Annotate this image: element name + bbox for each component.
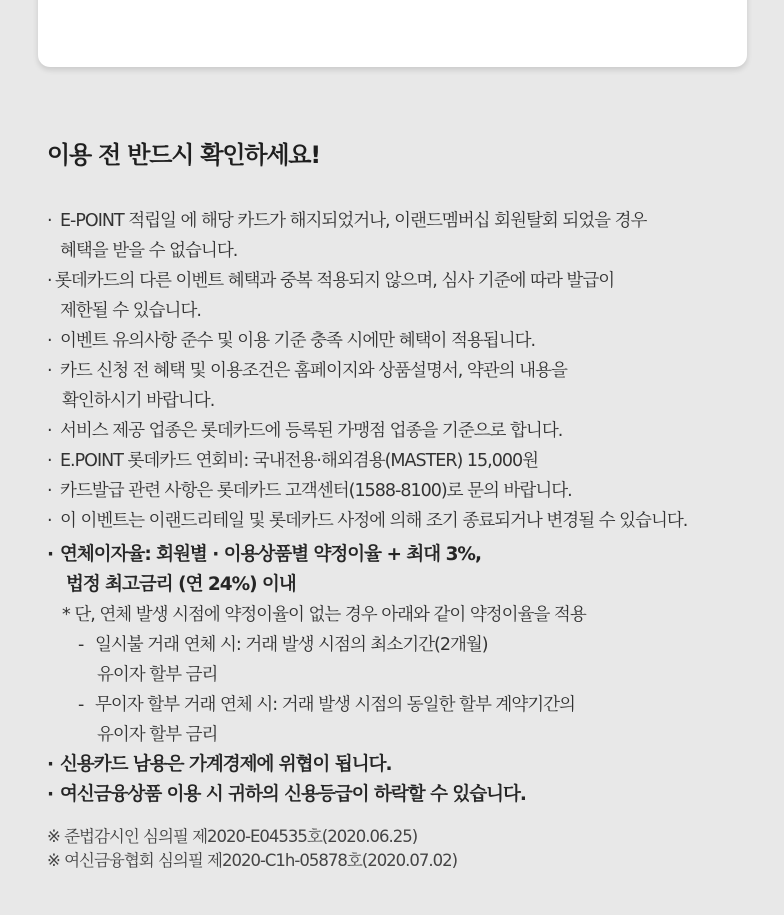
- bullet: ·: [47, 511, 52, 531]
- bullet: ·: [47, 544, 54, 565]
- bullet: ·: [47, 421, 52, 441]
- interest-case: [47, 690, 767, 750]
- bullet: ·: [47, 271, 52, 291]
- interest-case-text: 일시불 거래 연체 시: 거래 발생 시점의 최소기간(2개월): [95, 635, 488, 655]
- notice-item-text: 서비스 제공 업종은 롯데카드에 등록된 가맹점 업종을 기준으로 합니다.: [60, 421, 563, 441]
- warning-item: [47, 750, 767, 780]
- notice-item: [47, 356, 767, 416]
- notice-item-text: 이벤트 유의사항 준수 및 이용 기준 충족 시에만 혜택이 적용됩니다.: [60, 331, 536, 351]
- warning-item: [47, 780, 767, 810]
- interest-case-text: 무이자 할부 거래 연체 시: 거래 발생 시점의 동일한 할부 계약기간의: [95, 695, 575, 715]
- notice-title: 이용 전 반드시 확인하세요!: [47, 141, 321, 169]
- notice-item-text-cont: 확인하시기 바랍니다.: [62, 391, 215, 411]
- approval-ref: ※ 여신금융협회 심의필 제2020-C1h-05878호(2020.07.02): [47, 851, 458, 870]
- notice-item: [47, 506, 767, 536]
- notice-item-text-cont: 혜택을 받을 수 없습니다.: [60, 241, 238, 261]
- notice-item: [47, 446, 767, 476]
- notice-list: [47, 206, 767, 600]
- interest-note: * 단, 연체 발생 시점에 약정이율이 없는 경우 아래와 같이 약정이율을 적용: [62, 605, 586, 625]
- notice-item-text: 롯데카드의 다른 이벤트 혜택과 중복 적용되지 않으며, 심사 기준에 따라 발급이: [55, 271, 615, 291]
- notice-item: [47, 326, 767, 356]
- bullet: ·: [47, 331, 52, 351]
- notice-item: [47, 476, 767, 506]
- bullet: ·: [47, 211, 52, 231]
- bullet: ·: [47, 481, 52, 501]
- notice-item: [47, 416, 767, 446]
- notice-item-text: 이 이벤트는 이랜드리테일 및 롯데카드 사정에 의해 조기 종료되거나 변경될 수 있습니다.: [60, 511, 688, 531]
- notice-item-text: 카드 신청 전 혜택 및 이용조건은 홈페이지와 상품설명서, 약관의 내용을: [60, 361, 567, 381]
- notice-item-text: 카드발급 관련 사항은 롯데카드 고객센터(1588-8100)로 문의 바랍니다.: [60, 481, 572, 501]
- interest-case-text-cont: 유이자 할부 금리: [97, 725, 218, 745]
- content-card: [38, 0, 747, 67]
- interest-case-text-cont: 유이자 할부 금리: [97, 665, 218, 685]
- approval-ref: ※ 준법감시인 심의필 제2020-E04535호(2020.06.25): [47, 827, 418, 846]
- approval-refs: [47, 825, 767, 873]
- notice-item-text-cont: 제한될 수 있습니다.: [60, 301, 201, 321]
- interest-rate-item: [47, 540, 767, 600]
- bullet: ·: [47, 361, 52, 381]
- bullet: ·: [47, 784, 54, 805]
- interest-rate-text: 연체이자율: 회원별 · 이용상품별 약정이율 + 최대 3%,: [60, 544, 481, 565]
- notice-item-text: E-POINT 적립일 에 해당 카드가 해지되었거나, 이랜드멤버십 회원탈회 되었을 경우: [60, 211, 647, 231]
- warning-list: [47, 750, 767, 810]
- notice-item: [47, 266, 767, 326]
- interest-rate-text-cont: 법정 최고금리 (연 24%) 이내: [66, 574, 296, 595]
- warning-text: 신용카드 남용은 가계경제에 위협이 됩니다.: [60, 754, 392, 775]
- bullet: ·: [47, 451, 52, 471]
- notice-section: [47, 137, 767, 873]
- bullet: ·: [47, 754, 54, 775]
- dash: -: [78, 695, 84, 715]
- warning-text: 여신금융상품 이용 시 귀하의 신용등급이 하락할 수 있습니다.: [60, 784, 526, 805]
- notice-item: [47, 206, 767, 266]
- interest-case: [47, 630, 767, 690]
- notice-item-text: E.POINT 롯데카드 연회비: 국내전용·해외겸용(MASTER) 15,000원: [60, 451, 539, 471]
- dash: -: [78, 635, 84, 655]
